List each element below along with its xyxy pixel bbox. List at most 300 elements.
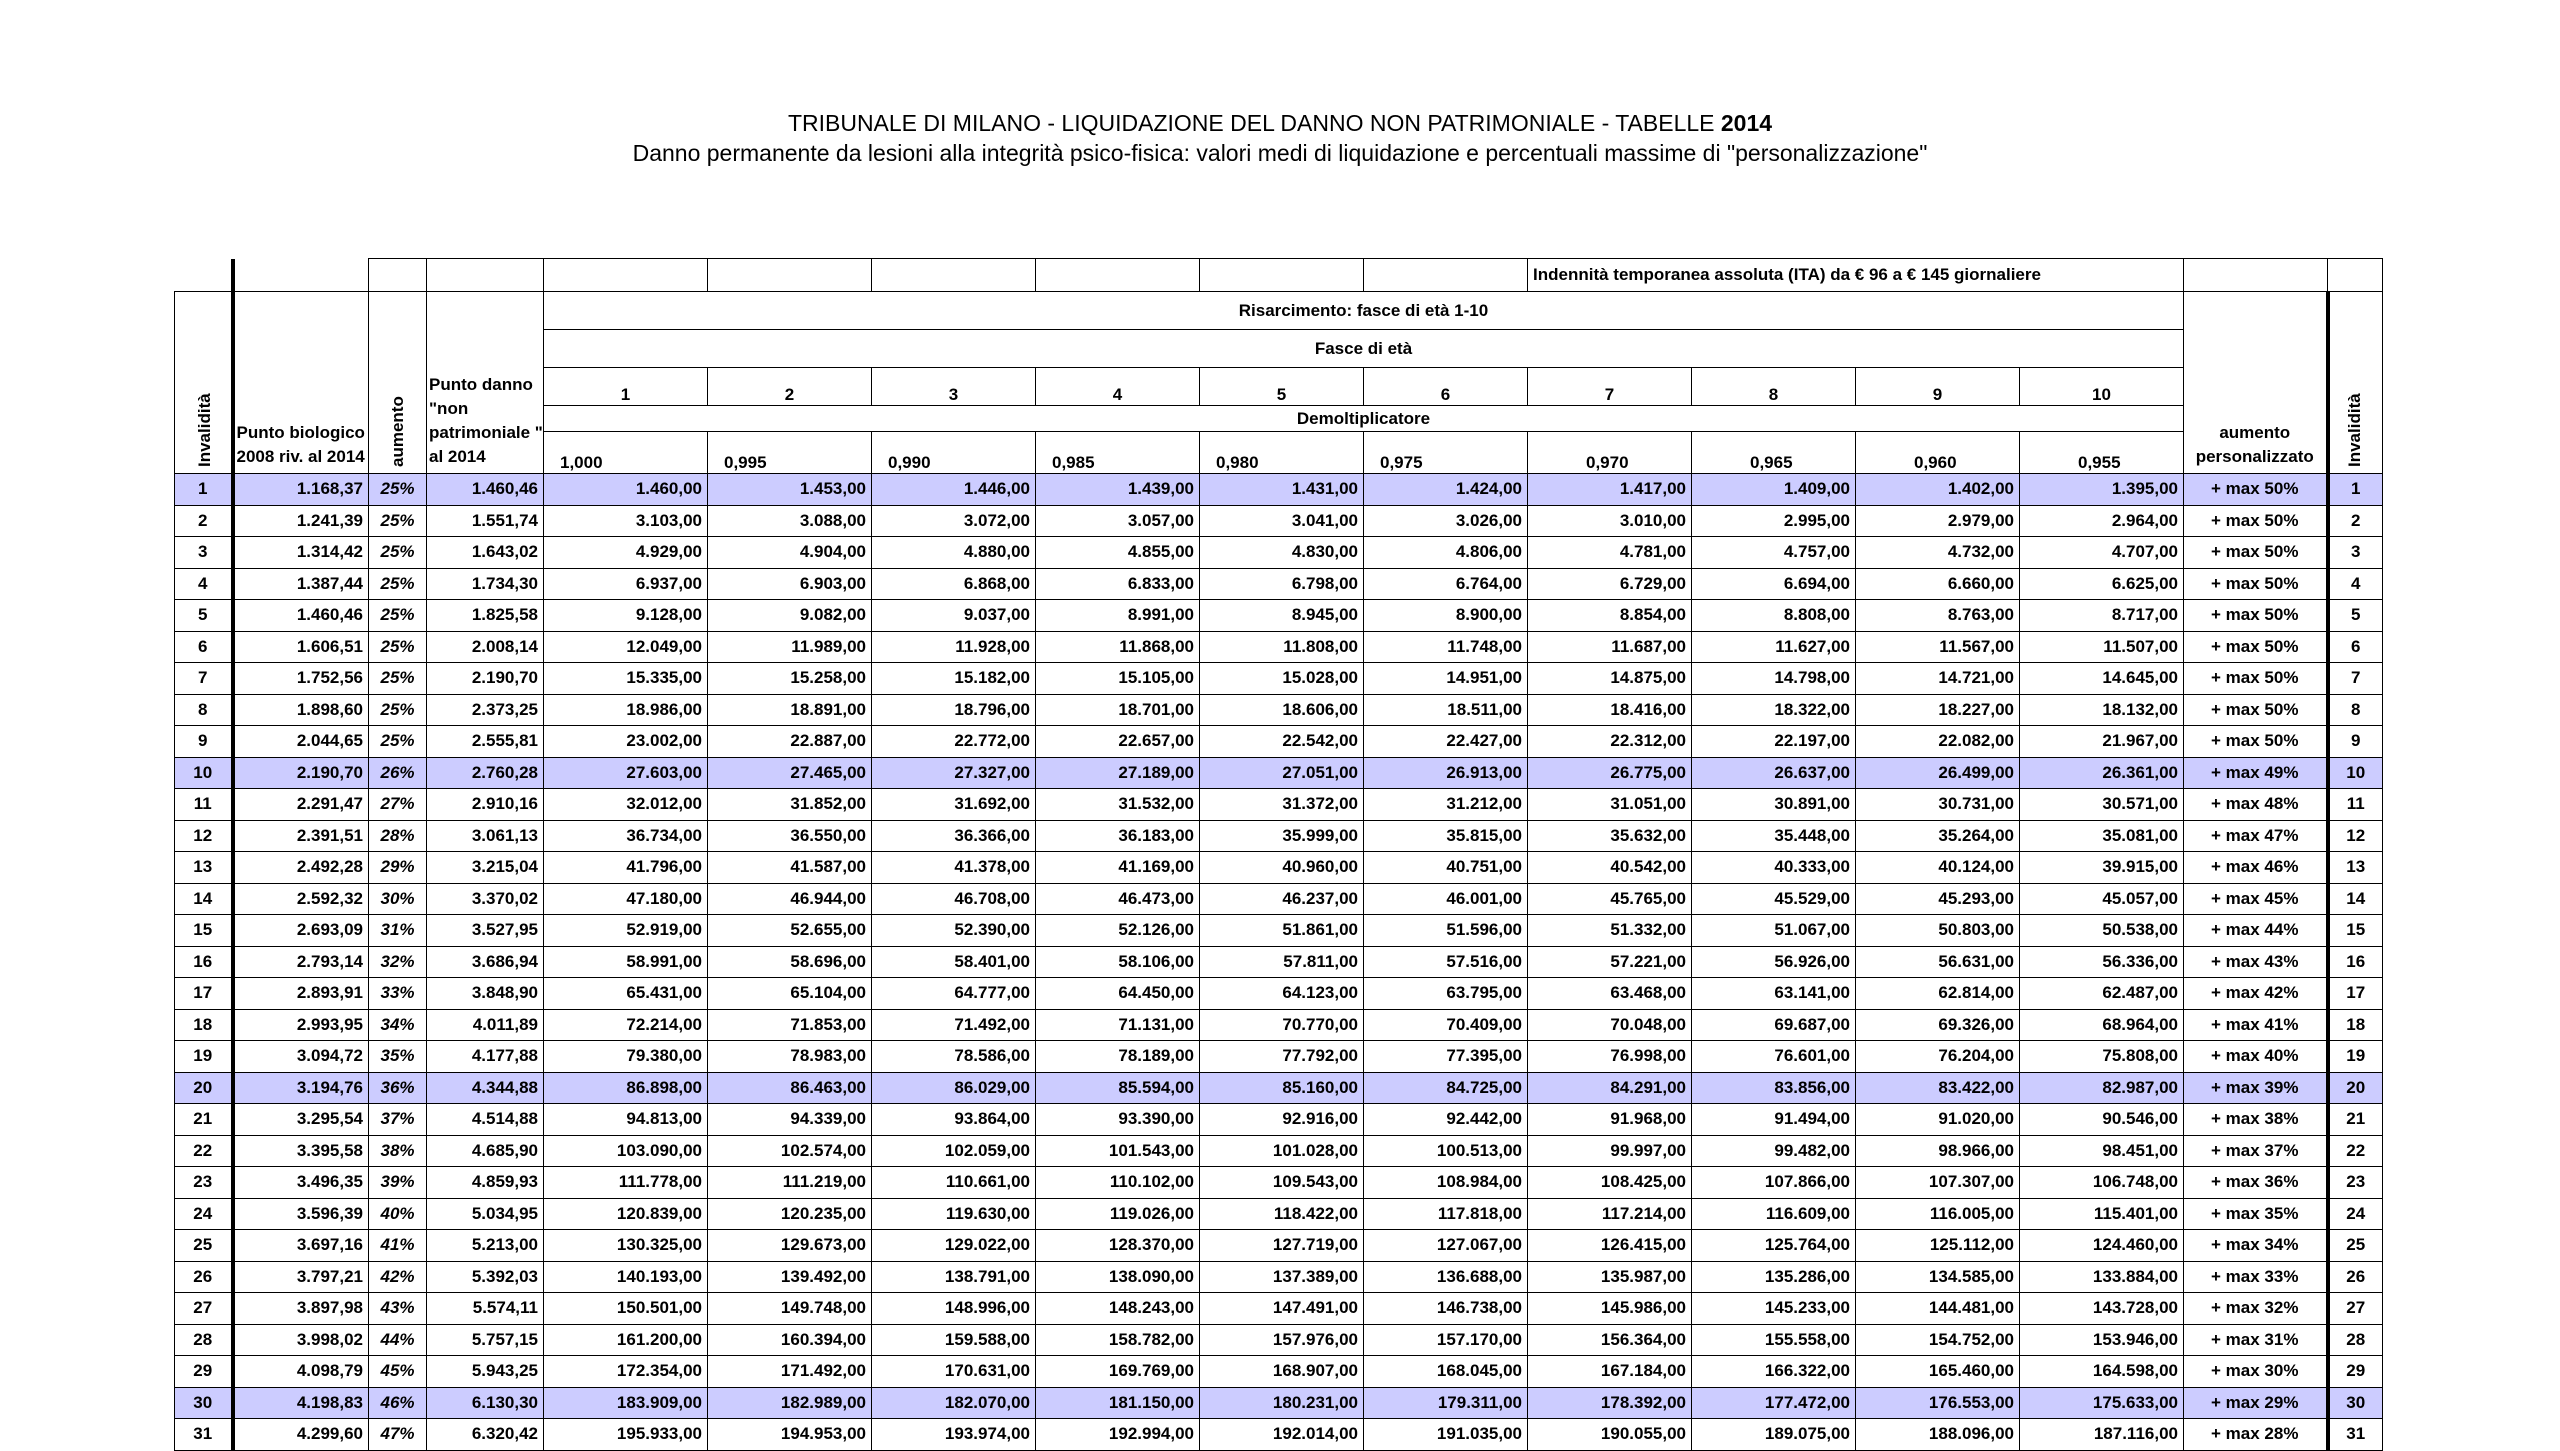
aumento-cell: 47% (369, 1419, 427, 1451)
fascia-value-cell: 26.361,00 (2020, 757, 2184, 789)
invalidita-cell: 8 (175, 694, 233, 726)
fascia-value-cell: 195.933,00 (544, 1419, 708, 1451)
fascia-value-cell: 84.291,00 (1528, 1072, 1692, 1104)
col-invalidita-right-header: Invalidità (2328, 292, 2383, 474)
fascia-value-cell: 119.630,00 (872, 1198, 1036, 1230)
fascia-value-cell: 31.212,00 (1364, 789, 1528, 821)
fascia-value-cell: 58.991,00 (544, 946, 708, 978)
fascia-value-cell: 4.732,00 (1856, 537, 2020, 569)
punto-np-cell: 2.760,28 (427, 757, 544, 789)
col-aumento-pers-header (2184, 292, 2328, 474)
hdr-blank (1036, 259, 1200, 292)
fascia-value-cell: 4.880,00 (872, 537, 1036, 569)
fascia-value-cell: 120.235,00 (708, 1198, 872, 1230)
table-row (175, 852, 2383, 884)
aumento-cell: 46% (369, 1387, 427, 1419)
aumento-pers-cell: + max 50% (2184, 694, 2328, 726)
fascia-value-cell: 129.673,00 (708, 1230, 872, 1262)
fascia-value-cell: 3.010,00 (1528, 505, 1692, 537)
table-row (175, 726, 2383, 758)
aumento-cell: 26% (369, 757, 427, 789)
document-titles (0, 108, 2560, 168)
table-row (175, 631, 2383, 663)
invalidita-right-cell: 27 (2328, 1293, 2383, 1325)
table-row (175, 505, 2383, 537)
fascia-value-cell: 14.721,00 (1856, 663, 2020, 695)
invalidita-cell: 20 (175, 1072, 233, 1104)
fascia-value-cell: 22.887,00 (708, 726, 872, 758)
punto-np-cell: 4.685,90 (427, 1135, 544, 1167)
punto-np-cell: 3.848,90 (427, 978, 544, 1010)
fascia-value-cell: 134.585,00 (1856, 1261, 2020, 1293)
fascia-value-cell: 27.051,00 (1200, 757, 1364, 789)
fascia-value-cell: 182.070,00 (872, 1387, 1036, 1419)
invalidita-cell: 15 (175, 915, 233, 947)
fascia-value-cell: 4.855,00 (1036, 537, 1200, 569)
col-invalidita-header: Invalidità (175, 292, 233, 474)
aumento-cell: 25% (369, 474, 427, 506)
fascia-value-cell: 11.928,00 (872, 631, 1036, 663)
fascia-9: 9 (1856, 368, 2020, 406)
fascia-value-cell: 63.795,00 (1364, 978, 1528, 1010)
hdr-blank (2328, 259, 2383, 292)
punto-biologico-cell: 1.898,60 (233, 694, 369, 726)
fascia-value-cell: 83.422,00 (1856, 1072, 2020, 1104)
fascia-value-cell: 39.915,00 (2020, 852, 2184, 884)
fascia-value-cell: 1.460,00 (544, 474, 708, 506)
fascia-value-cell: 84.725,00 (1364, 1072, 1528, 1104)
fascia-value-cell: 119.026,00 (1036, 1198, 1200, 1230)
fascia-7: 7 (1528, 368, 1692, 406)
demolt-3: 0,990 (872, 432, 1036, 474)
fascia-value-cell: 154.752,00 (1856, 1324, 2020, 1356)
fascia-value-cell: 78.189,00 (1036, 1041, 1200, 1073)
invalidita-cell: 19 (175, 1041, 233, 1073)
fascia-value-cell: 183.909,00 (544, 1387, 708, 1419)
col-aumento-pers-label: aumento personalizzato (2195, 423, 2314, 466)
fascia-value-cell: 157.976,00 (1200, 1324, 1364, 1356)
fascia-value-cell: 30.891,00 (1692, 789, 1856, 821)
fascia-value-cell: 171.492,00 (708, 1356, 872, 1388)
fascia-value-cell: 14.951,00 (1364, 663, 1528, 695)
table-row (175, 474, 2383, 506)
fascia-value-cell: 70.409,00 (1364, 1009, 1528, 1041)
fascia-value-cell: 22.082,00 (1856, 726, 2020, 758)
fascia-value-cell: 189.075,00 (1692, 1419, 1856, 1451)
fascia-value-cell: 11.748,00 (1364, 631, 1528, 663)
fascia-value-cell: 126.415,00 (1528, 1230, 1692, 1262)
fascia-value-cell: 160.394,00 (708, 1324, 872, 1356)
fascia-value-cell: 22.427,00 (1364, 726, 1528, 758)
aumento-pers-cell: + max 45% (2184, 883, 2328, 915)
aumento-cell: 29% (369, 852, 427, 884)
fascia-value-cell: 45.765,00 (1528, 883, 1692, 915)
fascia-value-cell: 78.586,00 (872, 1041, 1036, 1073)
punto-biologico-cell: 2.993,95 (233, 1009, 369, 1041)
fascia-value-cell: 138.090,00 (1036, 1261, 1200, 1293)
fascia-value-cell: 101.543,00 (1036, 1135, 1200, 1167)
fascia-value-cell: 4.929,00 (544, 537, 708, 569)
fascia-value-cell: 94.339,00 (708, 1104, 872, 1136)
fascia-value-cell: 85.160,00 (1200, 1072, 1364, 1104)
invalidita-cell: 3 (175, 537, 233, 569)
table-row (175, 1009, 2383, 1041)
fascia-value-cell: 31.692,00 (872, 789, 1036, 821)
fascia-value-cell: 149.748,00 (708, 1293, 872, 1325)
fascia-value-cell: 192.994,00 (1036, 1419, 1200, 1451)
fascia-value-cell: 6.764,00 (1364, 568, 1528, 600)
table-row (175, 1324, 2383, 1356)
invalidita-right-cell: 20 (2328, 1072, 2383, 1104)
fascia-value-cell: 23.002,00 (544, 726, 708, 758)
fascia-value-cell: 46.237,00 (1200, 883, 1364, 915)
fascia-value-cell: 170.631,00 (872, 1356, 1036, 1388)
fascia-value-cell: 117.818,00 (1364, 1198, 1528, 1230)
punto-biologico-cell: 2.391,51 (233, 820, 369, 852)
punto-np-cell: 2.555,81 (427, 726, 544, 758)
fascia-value-cell: 111.219,00 (708, 1167, 872, 1199)
fascia-value-cell: 181.150,00 (1036, 1387, 1200, 1419)
aumento-cell: 28% (369, 820, 427, 852)
fascia-value-cell: 135.987,00 (1528, 1261, 1692, 1293)
fascia-value-cell: 135.286,00 (1692, 1261, 1856, 1293)
fascia-value-cell: 8.763,00 (1856, 600, 2020, 632)
punto-biologico-cell: 1.387,44 (233, 568, 369, 600)
table-row (175, 1135, 2383, 1167)
aumento-cell: 25% (369, 537, 427, 569)
fascia-value-cell: 79.380,00 (544, 1041, 708, 1073)
fascia-value-cell: 27.465,00 (708, 757, 872, 789)
aumento-cell: 32% (369, 946, 427, 978)
invalidita-cell: 29 (175, 1356, 233, 1388)
fascia-value-cell: 2.964,00 (2020, 505, 2184, 537)
fascia-value-cell: 21.967,00 (2020, 726, 2184, 758)
fascia-value-cell: 69.326,00 (1856, 1009, 2020, 1041)
fascia-value-cell: 125.112,00 (1856, 1230, 2020, 1262)
fascia-value-cell: 1.409,00 (1692, 474, 1856, 506)
fascia-value-cell: 11.808,00 (1200, 631, 1364, 663)
fascia-value-cell: 56.631,00 (1856, 946, 2020, 978)
fascia-value-cell: 147.491,00 (1200, 1293, 1364, 1325)
fascia-value-cell: 4.806,00 (1364, 537, 1528, 569)
invalidita-right-cell: 2 (2328, 505, 2383, 537)
table-row (175, 1293, 2383, 1325)
invalidita-cell: 13 (175, 852, 233, 884)
fascia-value-cell: 167.184,00 (1528, 1356, 1692, 1388)
invalidita-cell: 24 (175, 1198, 233, 1230)
punto-biologico-cell: 3.295,54 (233, 1104, 369, 1136)
risarcimento-label: Risarcimento: fasce di età 1-10 (544, 292, 2184, 330)
fascia-value-cell: 51.861,00 (1200, 915, 1364, 947)
title-text: TRIBUNALE DI MILANO - LIQUIDAZIONE DEL DANNO NON PATRIMONIALE - TABELLE (787, 110, 1715, 136)
fascia-6: 6 (1364, 368, 1528, 406)
fascia-value-cell: 62.814,00 (1856, 978, 2020, 1010)
fascia-value-cell: 45.529,00 (1692, 883, 1856, 915)
aumento-cell: 25% (369, 726, 427, 758)
punto-biologico-cell: 2.190,70 (233, 757, 369, 789)
aumento-cell: 30% (369, 883, 427, 915)
fascia-value-cell: 58.106,00 (1036, 946, 1200, 978)
aumento-pers-cell: + max 49% (2184, 757, 2328, 789)
invalidita-cell: 1 (175, 474, 233, 506)
fascia-value-cell: 22.197,00 (1692, 726, 1856, 758)
table-row (175, 1230, 2383, 1262)
fascia-value-cell: 168.045,00 (1364, 1356, 1528, 1388)
fascia-value-cell: 71.492,00 (872, 1009, 1036, 1041)
fascia-value-cell: 6.660,00 (1856, 568, 2020, 600)
fascia-value-cell: 91.020,00 (1856, 1104, 2020, 1136)
fascia-value-cell: 41.378,00 (872, 852, 1036, 884)
fascia-value-cell: 18.511,00 (1364, 694, 1528, 726)
fascia-value-cell: 103.090,00 (544, 1135, 708, 1167)
fascia-value-cell: 64.777,00 (872, 978, 1036, 1010)
fascia-4: 4 (1036, 368, 1200, 406)
fascia-value-cell: 99.997,00 (1528, 1135, 1692, 1167)
aumento-pers-cell: + max 50% (2184, 726, 2328, 758)
table-row (175, 1387, 2383, 1419)
fascia-value-cell: 11.989,00 (708, 631, 872, 663)
fascia-value-cell: 86.898,00 (544, 1072, 708, 1104)
fascia-value-cell: 40.333,00 (1692, 852, 1856, 884)
fascia-value-cell: 6.729,00 (1528, 568, 1692, 600)
fascia-value-cell: 31.852,00 (708, 789, 872, 821)
fascia-value-cell: 190.055,00 (1528, 1419, 1692, 1451)
punto-np-cell: 4.177,88 (427, 1041, 544, 1073)
aumento-pers-cell: + max 43% (2184, 946, 2328, 978)
invalidita-cell: 27 (175, 1293, 233, 1325)
fascia-value-cell: 35.448,00 (1692, 820, 1856, 852)
demolt-10: 0,955 (2020, 432, 2184, 474)
invalidita-right-cell: 23 (2328, 1167, 2383, 1199)
aumento-pers-cell: + max 42% (2184, 978, 2328, 1010)
fascia-value-cell: 98.966,00 (1856, 1135, 2020, 1167)
aumento-cell: 42% (369, 1261, 427, 1293)
punto-biologico-cell: 3.094,72 (233, 1041, 369, 1073)
fascia-value-cell: 158.782,00 (1036, 1324, 1200, 1356)
fascia-value-cell: 90.546,00 (2020, 1104, 2184, 1136)
invalidita-right-cell: 29 (2328, 1356, 2383, 1388)
invalidita-right-cell: 16 (2328, 946, 2383, 978)
aumento-cell: 36% (369, 1072, 427, 1104)
fascia-value-cell: 3.103,00 (544, 505, 708, 537)
invalidita-right-cell: 8 (2328, 694, 2383, 726)
fascia-value-cell: 1.431,00 (1200, 474, 1364, 506)
fascia-value-cell: 146.738,00 (1364, 1293, 1528, 1325)
fascia-value-cell: 4.707,00 (2020, 537, 2184, 569)
punto-np-cell: 5.943,25 (427, 1356, 544, 1388)
fascia-value-cell: 77.792,00 (1200, 1041, 1364, 1073)
invalidita-cell: 11 (175, 789, 233, 821)
fascia-value-cell: 165.460,00 (1856, 1356, 2020, 1388)
fascia-value-cell: 6.625,00 (2020, 568, 2184, 600)
fascia-value-cell: 4.830,00 (1200, 537, 1364, 569)
fascia-value-cell: 36.734,00 (544, 820, 708, 852)
invalidita-right-cell: 12 (2328, 820, 2383, 852)
demolt-5: 0,980 (1200, 432, 1364, 474)
table-row (175, 1072, 2383, 1104)
fascia-value-cell: 26.637,00 (1692, 757, 1856, 789)
fascia-10: 10 (2020, 368, 2184, 406)
punto-biologico-cell: 2.693,09 (233, 915, 369, 947)
invalidita-right-cell: 22 (2328, 1135, 2383, 1167)
fascia-value-cell: 72.214,00 (544, 1009, 708, 1041)
invalidita-right-cell: 25 (2328, 1230, 2383, 1262)
punto-biologico-cell: 4.198,83 (233, 1387, 369, 1419)
invalidita-right-cell: 6 (2328, 631, 2383, 663)
fascia-value-cell: 46.708,00 (872, 883, 1036, 915)
fascia-value-cell: 1.453,00 (708, 474, 872, 506)
aumento-cell: 25% (369, 505, 427, 537)
punto-np-cell: 1.551,74 (427, 505, 544, 537)
fascia-value-cell: 27.189,00 (1036, 757, 1200, 789)
fascia-value-cell: 116.609,00 (1692, 1198, 1856, 1230)
fascia-value-cell: 65.431,00 (544, 978, 708, 1010)
fascia-value-cell: 1.446,00 (872, 474, 1036, 506)
table-row (175, 1198, 2383, 1230)
punto-np-cell: 5.757,15 (427, 1324, 544, 1356)
fascia-value-cell: 92.442,00 (1364, 1104, 1528, 1136)
table-row (175, 600, 2383, 632)
punto-biologico-cell: 1.460,46 (233, 600, 369, 632)
fascia-value-cell: 133.884,00 (2020, 1261, 2184, 1293)
hdr-blank (233, 259, 369, 292)
invalidita-cell: 12 (175, 820, 233, 852)
fascia-3: 3 (872, 368, 1036, 406)
fascia-value-cell: 168.907,00 (1200, 1356, 1364, 1388)
invalidita-cell: 5 (175, 600, 233, 632)
fascia-value-cell: 191.035,00 (1364, 1419, 1528, 1451)
fascia-value-cell: 75.808,00 (2020, 1041, 2184, 1073)
fascia-value-cell: 82.987,00 (2020, 1072, 2184, 1104)
invalidita-right-cell: 1 (2328, 474, 2383, 506)
fascia-value-cell: 32.012,00 (544, 789, 708, 821)
punto-biologico-cell: 3.897,98 (233, 1293, 369, 1325)
fascia-value-cell: 91.968,00 (1528, 1104, 1692, 1136)
punto-np-cell: 5.213,00 (427, 1230, 544, 1262)
invalidita-cell: 22 (175, 1135, 233, 1167)
fascia-value-cell: 35.264,00 (1856, 820, 2020, 852)
fascia-value-cell: 8.854,00 (1528, 600, 1692, 632)
fascia-value-cell: 57.221,00 (1528, 946, 1692, 978)
fascia-value-cell: 47.180,00 (544, 883, 708, 915)
fascia-value-cell: 100.513,00 (1364, 1135, 1528, 1167)
punto-biologico-cell: 2.291,47 (233, 789, 369, 821)
fascia-value-cell: 76.601,00 (1692, 1041, 1856, 1073)
demolt-9: 0,960 (1856, 432, 2020, 474)
col-punto-biologico-label: Punto biologico 2008 riv. al 2014 (236, 423, 365, 466)
fascia-value-cell: 69.687,00 (1692, 1009, 1856, 1041)
fascia-value-cell: 6.798,00 (1200, 568, 1364, 600)
fascia-value-cell: 138.791,00 (872, 1261, 1036, 1293)
fascia-value-cell: 40.751,00 (1364, 852, 1528, 884)
fascia-value-cell: 18.796,00 (872, 694, 1036, 726)
punto-np-cell: 2.373,25 (427, 694, 544, 726)
punto-np-cell: 3.527,95 (427, 915, 544, 947)
aumento-cell: 25% (369, 568, 427, 600)
invalidita-cell: 9 (175, 726, 233, 758)
fascia-value-cell: 117.214,00 (1528, 1198, 1692, 1230)
fascia-value-cell: 22.312,00 (1528, 726, 1692, 758)
fascia-value-cell: 94.813,00 (544, 1104, 708, 1136)
fascia-value-cell: 57.811,00 (1200, 946, 1364, 978)
table-row (175, 978, 2383, 1010)
fascia-value-cell: 4.757,00 (1692, 537, 1856, 569)
fascia-value-cell: 193.974,00 (872, 1419, 1036, 1451)
fascia-value-cell: 14.875,00 (1528, 663, 1692, 695)
aumento-pers-cell: + max 38% (2184, 1104, 2328, 1136)
fascia-value-cell: 18.322,00 (1692, 694, 1856, 726)
fascia-value-cell: 157.170,00 (1364, 1324, 1528, 1356)
fascia-value-cell: 1.402,00 (1856, 474, 2020, 506)
fascia-value-cell: 41.587,00 (708, 852, 872, 884)
fascia-value-cell: 1.395,00 (2020, 474, 2184, 506)
punto-np-cell: 1.734,30 (427, 568, 544, 600)
demolt-7: 0,970 (1528, 432, 1692, 474)
aumento-pers-cell: + max 50% (2184, 505, 2328, 537)
punto-np-cell: 1.643,02 (427, 537, 544, 569)
aumento-cell: 31% (369, 915, 427, 947)
fascia-value-cell: 99.482,00 (1692, 1135, 1856, 1167)
aumento-pers-cell: + max 31% (2184, 1324, 2328, 1356)
invalidita-right-cell: 19 (2328, 1041, 2383, 1073)
fascia-value-cell: 14.645,00 (2020, 663, 2184, 695)
punto-np-cell: 6.320,42 (427, 1419, 544, 1451)
fascia-value-cell: 159.588,00 (872, 1324, 1036, 1356)
table-row (175, 946, 2383, 978)
aumento-pers-cell: + max 41% (2184, 1009, 2328, 1041)
fascia-value-cell: 15.182,00 (872, 663, 1036, 695)
fascia-value-cell: 136.688,00 (1364, 1261, 1528, 1293)
fascia-value-cell: 1.439,00 (1036, 474, 1200, 506)
fascia-value-cell: 86.463,00 (708, 1072, 872, 1104)
invalidita-cell: 31 (175, 1419, 233, 1451)
fascia-value-cell: 8.808,00 (1692, 600, 1856, 632)
fascia-value-cell: 178.392,00 (1528, 1387, 1692, 1419)
aumento-cell: 33% (369, 978, 427, 1010)
punto-biologico-cell: 2.893,91 (233, 978, 369, 1010)
fascia-value-cell: 3.088,00 (708, 505, 872, 537)
fascia-value-cell: 177.472,00 (1692, 1387, 1856, 1419)
fascia-value-cell: 172.354,00 (544, 1356, 708, 1388)
fascia-value-cell: 8.900,00 (1364, 600, 1528, 632)
fascia-value-cell: 4.904,00 (708, 537, 872, 569)
fascia-value-cell: 35.632,00 (1528, 820, 1692, 852)
fascia-value-cell: 91.494,00 (1692, 1104, 1856, 1136)
table-row (175, 757, 2383, 789)
fascia-value-cell: 148.243,00 (1036, 1293, 1200, 1325)
punto-biologico-cell: 3.697,16 (233, 1230, 369, 1262)
punto-biologico-cell: 3.194,76 (233, 1072, 369, 1104)
table-row (175, 883, 2383, 915)
punto-biologico-cell: 1.241,39 (233, 505, 369, 537)
punto-biologico-cell: 1.606,51 (233, 631, 369, 663)
hdr-blank (1200, 259, 1364, 292)
invalidita-right-cell: 7 (2328, 663, 2383, 695)
invalidita-right-cell: 9 (2328, 726, 2383, 758)
fascia-value-cell: 101.028,00 (1200, 1135, 1364, 1167)
fascia-value-cell: 140.193,00 (544, 1261, 708, 1293)
punto-np-cell: 2.190,70 (427, 663, 544, 695)
fascia-value-cell: 62.487,00 (2020, 978, 2184, 1010)
fascia-value-cell: 11.507,00 (2020, 631, 2184, 663)
fascia-value-cell: 14.798,00 (1692, 663, 1856, 695)
invalidita-cell: 17 (175, 978, 233, 1010)
fascia-value-cell: 71.131,00 (1036, 1009, 1200, 1041)
fascia-value-cell: 63.468,00 (1528, 978, 1692, 1010)
fascia-value-cell: 130.325,00 (544, 1230, 708, 1262)
fascia-value-cell: 3.041,00 (1200, 505, 1364, 537)
fascia-value-cell: 180.231,00 (1200, 1387, 1364, 1419)
